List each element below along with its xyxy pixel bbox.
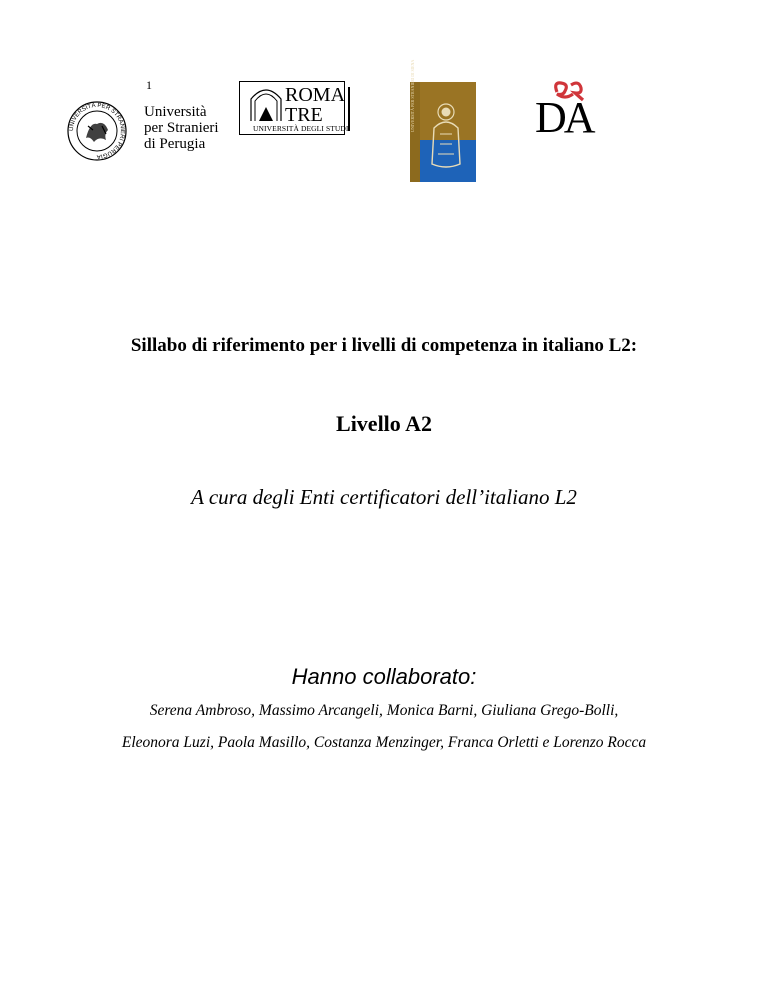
roma-label: ROMA	[285, 84, 346, 106]
level-heading: Livello A2	[336, 411, 432, 436]
university-seal-icon	[66, 100, 128, 162]
page-number: 1	[146, 78, 152, 92]
perugia-line-2: per Stranieri	[144, 120, 219, 136]
collaborators-line-1: Serena Ambroso, Massimo Arcangeli, Monica Barni, Giuliana Grego-Bolli,	[149, 702, 619, 719]
siena-vertical-text: UNIVERSITÀ PER STRANIERI DI SIENA	[410, 59, 415, 132]
document-title: Sillabo di riferimento per i livelli di competenza in italiano L2:	[130, 335, 638, 356]
tre-label: TRE	[285, 104, 323, 126]
dante-alighieri-logo	[535, 80, 597, 142]
editor-subtitle: A cura degli Enti certificatori dell’italiano L2	[191, 485, 577, 509]
perugia-line-1: Università	[144, 104, 207, 120]
siena-vertical-label	[410, 59, 420, 182]
roma-tre-subtitle: UNIVERSITÀ DEGLI STUDI	[253, 124, 349, 133]
perugia-logo	[66, 100, 226, 160]
collaborators-heading: Hanno collaborato:	[291, 664, 477, 689]
perugia-line-3: di Perugia	[144, 136, 206, 152]
svg-text:UNIVERSITÀ PER STRANIERI PERUG: UNIVERSITÀ PER STRANIERI PERUGIA	[68, 102, 126, 160]
perugia-name	[144, 104, 219, 152]
roma-tre-logo	[239, 81, 351, 137]
arch-icon	[249, 85, 283, 123]
collaborators-line-2: Eleonora Luzi, Paola Masillo, Costanza Menzinger, Franca Orletti e Lorenzo Rocca	[121, 734, 647, 751]
siena-logo	[410, 59, 476, 182]
da-letters: DA	[535, 93, 593, 142]
